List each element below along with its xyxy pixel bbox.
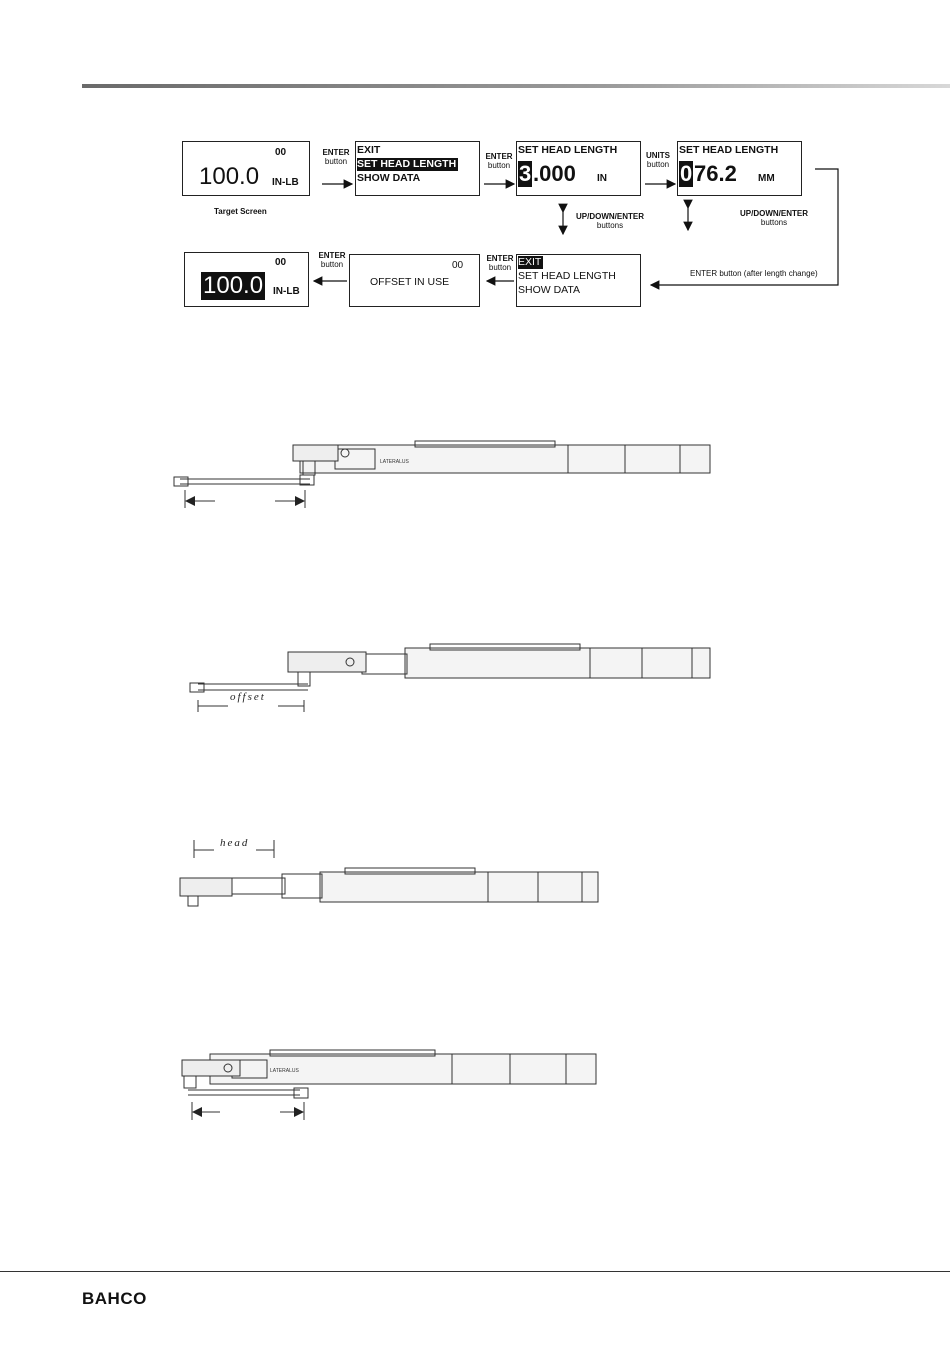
- head-mm-rest: 76.2: [694, 161, 737, 186]
- offset-code: 00: [452, 260, 464, 271]
- target-unit: IN-LB: [272, 177, 299, 188]
- menu1-show-data: SHOW DATA: [357, 172, 421, 184]
- arrow2-label: ENTER button: [485, 152, 513, 170]
- head-in-unit: IN: [597, 173, 607, 184]
- menu1-set-head-length: SET HEAD LENGTH: [357, 158, 457, 170]
- footer-rule: [0, 1271, 950, 1272]
- target-code: 00: [275, 147, 287, 158]
- head-in-rest: .000: [533, 161, 576, 186]
- head-mm-digit: 0: [680, 161, 693, 186]
- head-in-digit: 3: [519, 161, 532, 186]
- menu2-show-data: SHOW DATA: [518, 284, 581, 296]
- final-screen: [184, 252, 309, 307]
- final-unit: IN-LB: [273, 286, 300, 297]
- wrench2-label: offset: [230, 691, 266, 703]
- menu1-exit: EXIT: [357, 144, 381, 156]
- bahco-logo: BAHCO: [82, 1289, 147, 1308]
- wrench-diagram-2: [180, 640, 720, 720]
- updown2-label: UP/DOWN/ENTER buttons: [740, 209, 808, 227]
- head-length-mm-screen: [677, 141, 802, 196]
- head-in-title: SET HEAD LENGTH: [518, 144, 618, 156]
- head-mm-title: SET HEAD LENGTH: [679, 144, 779, 156]
- menu2-set-head-length: SET HEAD LENGTH: [518, 270, 616, 282]
- return-label: ENTER button (after length change): [690, 269, 818, 278]
- menu2-exit: EXIT: [518, 256, 542, 268]
- offset-text: OFFSET IN USE: [370, 276, 450, 288]
- final-code: 00: [275, 257, 287, 268]
- updown1-label: UP/DOWN/ENTER buttons: [576, 212, 644, 230]
- menu-screen-2: [516, 254, 641, 307]
- wrench3-label: head: [220, 837, 250, 849]
- arrow4-label: ENTER button: [486, 254, 514, 272]
- menu-screen-1: [355, 141, 480, 196]
- wrench4-brand: LATERALUS: [270, 1068, 299, 1074]
- offset-screen: [349, 254, 480, 307]
- target-value: 100.0: [199, 163, 260, 190]
- wrench-diagram-4: [170, 1040, 610, 1125]
- wrench-diagram-3: [170, 832, 610, 912]
- wrench-diagram-1: [160, 405, 720, 515]
- head-mm-unit: MM: [758, 173, 775, 184]
- arrow5-label: ENTER button: [318, 251, 346, 269]
- arrow1-label: ENTER button: [322, 148, 350, 166]
- final-value: 100.0: [203, 272, 264, 299]
- head-length-in-screen: [516, 141, 641, 196]
- wrench1-brand: LATERALUS: [380, 459, 409, 465]
- arrow3-label: UNITS button: [646, 151, 670, 169]
- target-caption: Target Screen: [214, 207, 267, 216]
- target-screen: [182, 141, 310, 196]
